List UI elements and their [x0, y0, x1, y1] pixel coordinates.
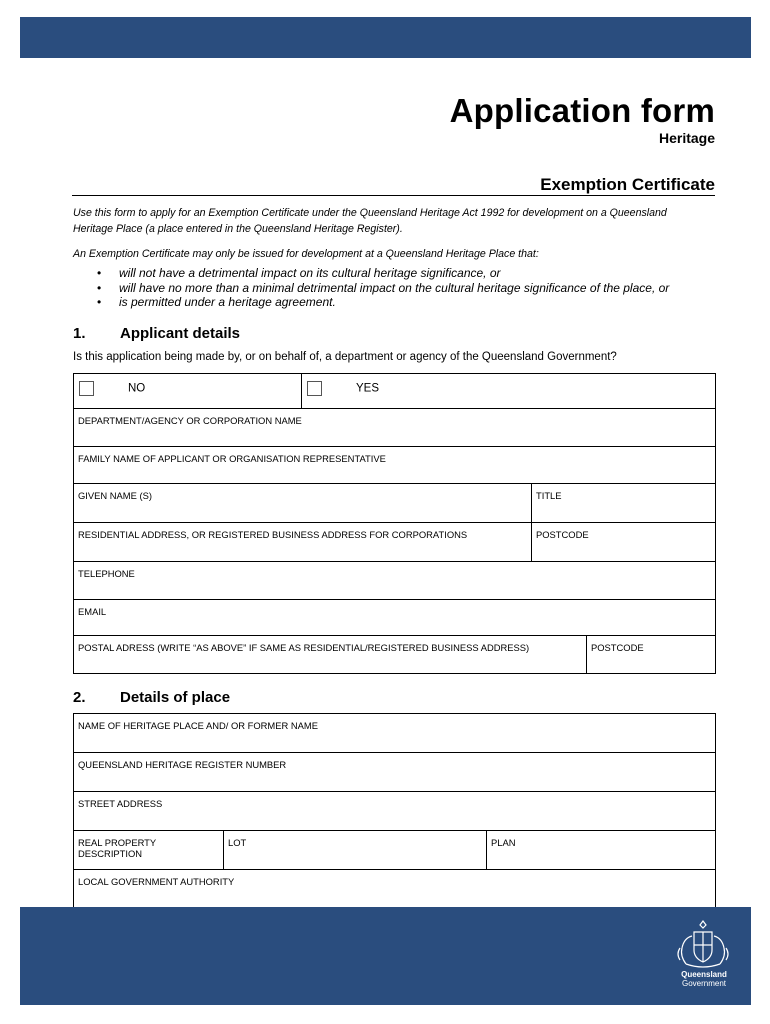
family-name-field[interactable]: FAMILY NAME OF APPLICANT OR ORGANISATION REPRESENTATIVE [74, 447, 716, 484]
postcode-field[interactable]: POSTCODE [532, 523, 716, 562]
option-no[interactable] [74, 374, 302, 409]
header-banner [20, 17, 751, 58]
footer-banner [20, 907, 751, 1005]
applicant-details-table [73, 373, 716, 674]
intro-paragraph-1: Use this form to apply for an Exemption Certificate under the Queensland Heritage Act 1992 for development on a Queensland Heritage Place (a place entered in the Queensland Heritage Register). [73, 207, 667, 235]
lot-field[interactable]: LOT [224, 831, 487, 870]
section-title: Applicant details [120, 325, 241, 342]
form-name: Exemption Certificate [540, 175, 715, 194]
place-name-field[interactable]: NAME OF HERITAGE PLACE AND/ OR FORMER NAME [74, 714, 716, 753]
no-label: NO [128, 382, 146, 395]
telephone-field[interactable]: TELEPHONE [74, 562, 716, 600]
local-government-field[interactable]: LOCAL GOVERNMENT AUTHORITY [74, 870, 716, 908]
email-field[interactable]: EMAIL [74, 600, 716, 636]
place-details-table [73, 713, 716, 908]
bullet-icon: • [97, 266, 102, 280]
section-title: Details of place [120, 689, 231, 706]
section-number: 1. [73, 325, 86, 342]
section-number: 2. [73, 689, 86, 706]
residential-address-field[interactable]: RESIDENTIAL ADDRESS, OR REGISTERED BUSINESS ADDRESS FOR CORPORATIONS [74, 523, 532, 562]
heading-divider [72, 195, 715, 196]
section-place-details [73, 689, 230, 706]
department-field[interactable]: DEPARTMENT/AGENCY OR CORPORATION NAME [74, 409, 716, 447]
section-applicant-details [73, 325, 240, 342]
queensland-government-logo: Queensland Government [681, 970, 727, 988]
bullet-icon: • [97, 295, 102, 309]
government-question: Is this application being made by, or on behalf of, a department or agency of the Queensland Government? [73, 351, 617, 363]
postal-address-field[interactable]: POSTAL ADRESS (WRITE “AS ABOVE” IF SAME AS RESIDENTIAL/REGISTERED BUSINESS ADDRESS) [74, 636, 587, 674]
list-item: • will have no more than a minimal detrimental impact on the cultural heritage significance of the place, or [97, 280, 670, 295]
postal-postcode-field[interactable]: POSTCODE [587, 636, 716, 674]
page-subtitle: Heritage [658, 130, 715, 146]
bullet-icon: • [97, 280, 102, 295]
street-address-field[interactable]: STREET ADDRESS [74, 792, 716, 831]
yes-label: YES [356, 382, 380, 395]
title-field[interactable]: TITLE [532, 484, 716, 523]
no-checkbox[interactable] [79, 381, 94, 396]
real-property-label: REAL PROPERTY DESCRIPTION [74, 831, 224, 870]
page-title: Application form [449, 92, 715, 129]
register-number-field[interactable]: QUEENSLAND HERITAGE REGISTER NUMBER [74, 753, 716, 792]
given-name-field[interactable]: GIVEN NAME (S) [74, 484, 532, 523]
list-item: • is permitted under a heritage agreement. [97, 295, 336, 309]
list-item: • will not have a detrimental impact on its cultural heritage significance, or [97, 266, 501, 280]
plan-field[interactable]: PLAN [487, 831, 716, 870]
eligibility-list [73, 266, 669, 310]
intro-paragraph-2: An Exemption Certificate may only be issued for development at a Queensland Heritage Place that: [73, 248, 539, 260]
yes-checkbox[interactable] [307, 381, 322, 396]
option-yes[interactable] [302, 374, 716, 409]
